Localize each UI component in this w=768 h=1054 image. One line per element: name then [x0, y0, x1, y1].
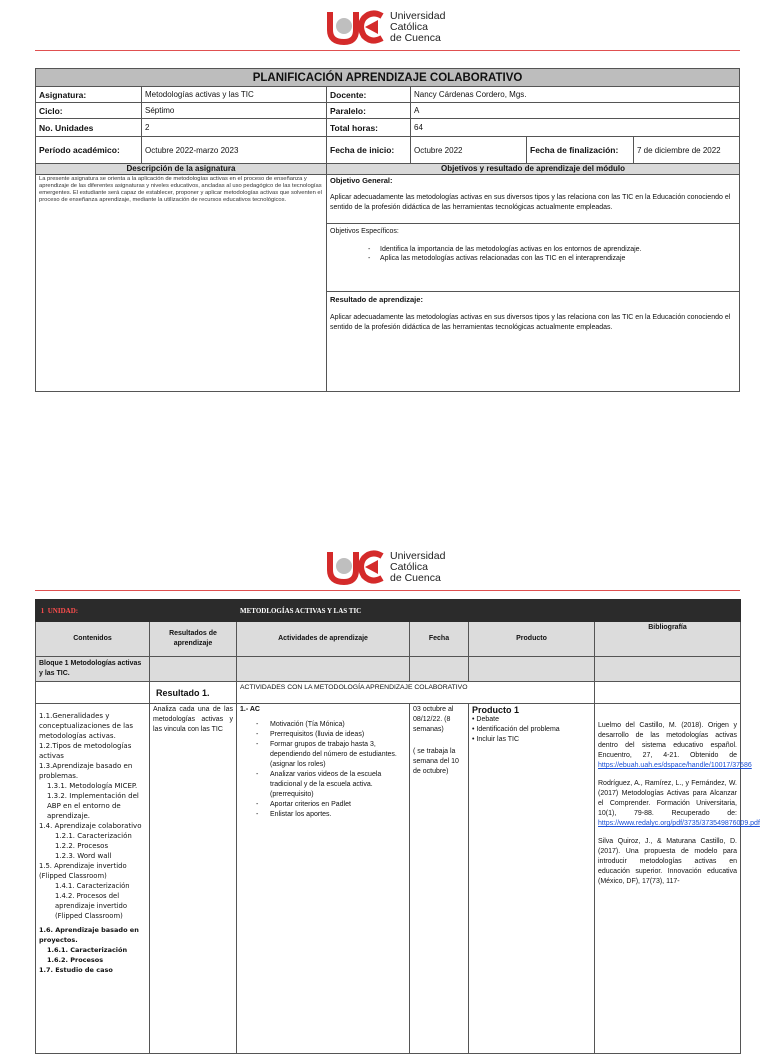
logo-line-2: Católica	[390, 20, 428, 33]
unit-empty-cell	[595, 600, 741, 622]
objetivos-cell	[327, 175, 740, 392]
header-actividades: Actividades de aprendizaje	[237, 622, 410, 657]
objetivos-header: Objetivos y resultado de aprendizaje del módulo	[327, 164, 740, 175]
ucacue-logo-icon	[326, 8, 386, 46]
fecha-cell	[410, 704, 469, 1054]
contenido-item: 1.3.Aprendizaje basado en problemas.	[39, 762, 133, 780]
bibliografia-text: Silva Quiroz, J., & Maturana Castillo, D. (2017). Una propuesta de modelo para introducir metodologías activas en educación superior. Innovación educativa (México, DF), 17(73), 117-	[598, 838, 737, 885]
contenido-item: 1.6.2. Procesos	[47, 956, 104, 964]
contenido-item: 1.4. Aprendizaje colaborativo	[39, 822, 142, 830]
contenido-item: 1.1.Generalidades y conceptualizaciones de las metodologías activas.	[39, 712, 134, 740]
producto-cell	[469, 704, 595, 1054]
contenido-item: 1.7. Estudio de caso	[39, 966, 113, 974]
contenidos-cell	[36, 704, 150, 1054]
contenido-item: 1.6. Aprendizaje basado en proyectos.	[39, 926, 139, 944]
header-resultados: Resultados de aprendizaje	[150, 622, 237, 657]
contenido-item: 1.3.2. Implementación del ABP en el entorno de aprendizaje.	[47, 792, 139, 820]
ciclo-value: Séptimo	[142, 103, 327, 119]
bibliografia-entry	[598, 837, 737, 887]
bibliografia-link[interactable]: https://ebuah.uah.es/dspace/handle/10017/37586	[598, 762, 752, 769]
actividad-item: - Enlistar los aportes.	[240, 810, 406, 820]
producto-title: Producto 1	[472, 705, 520, 715]
fin-value: 7 de diciembre de 2022	[634, 137, 740, 164]
logo-line-3: de Cuenca	[390, 571, 441, 584]
fecha-rango: 03 octubre al 08/12/22. (8 semanas)	[413, 706, 454, 733]
contenido-item: 1.6.1. Caracterización	[47, 946, 128, 954]
contenido-item: 1.5. Aprendizaje invertido (Flipped Classroom)	[39, 862, 127, 880]
contenido-item: 1.3.1. Metodología MICEP.	[47, 782, 138, 790]
producto-item: • Debate	[472, 716, 499, 723]
periodo-label: Período académico:	[36, 137, 142, 164]
bibliografia-entry	[598, 779, 760, 829]
unit-title: METODLOGÍAS ACTIVAS Y LAS TIC	[237, 600, 595, 622]
actividad-item: - Aportar criterios en Padlet	[240, 800, 406, 810]
contenido-item: 1.4.2. Procesos del aprendizaje invertido (Flipped Classroom)	[55, 892, 128, 920]
inicio-value: Octubre 2022	[411, 137, 527, 164]
inicio-label: Fecha de inicio:	[327, 137, 411, 164]
asignatura-value: Metodologías activas y las TIC	[142, 87, 327, 103]
unidades-label: No. Unidades	[36, 119, 142, 137]
bibliografia-cell	[595, 704, 760, 1054]
logo-line-3: de Cuenca	[390, 31, 441, 44]
ac-label: 1.- AC	[240, 706, 260, 713]
unit-label: UNIDAD:	[47, 606, 79, 615]
header-contenidos: Contenidos	[36, 622, 150, 657]
actividad-item: - Analizar varios videos de la escuela tradicional y de la escuela activa. (prerrequisito)	[240, 770, 406, 800]
actividades-cell	[237, 704, 410, 1054]
objetivo-especifico-item: - Identifica la importancia de las metodologías activas en los entornos de aprendizaje.	[368, 245, 736, 254]
asignatura-label: Asignatura:	[36, 87, 142, 103]
resultado-text: Analiza cada una de las metodologías activas y las vincula con las TIC	[150, 704, 237, 1054]
objetivos-especificos-list	[368, 245, 736, 263]
planning-title: PLANIFICACIÓN APRENDIZAJE COLABORATIVO	[36, 69, 740, 87]
fin-label: Fecha de finalización:	[527, 137, 634, 164]
contenido-item: 1.2.3. Word wall	[55, 852, 112, 860]
horas-label: Total horas:	[327, 119, 411, 137]
ucacue-logo-icon	[326, 548, 386, 586]
logo-line-1: Universidad	[390, 9, 446, 22]
actividades-heading: ACTIVIDADES CON LA METODOLOGÍA APRENDIZAJE COLABORATIVO	[237, 682, 595, 704]
resultado-label: Resultado de aprendizaje:	[330, 295, 423, 304]
descripcion-text: La presente asignatura se orienta a la aplicación de metodologías activas en el proceso de enseñanza y aprendizaje de las diferentes asignaturas y niveles educativos, ancladas al uso pedagógico de las tecnologías emergentes. El estudiante será capaz de establecer, proponer y aplicar metodologías activas que solventen el proceso de enseñanza aprendizaje, mediante la utilización de recursos educativos tecnológicos.	[36, 175, 327, 392]
header-divider	[35, 50, 740, 51]
contenido-item: 1.4.1. Caracterización	[55, 882, 130, 890]
header-divider	[35, 590, 740, 591]
header-producto: Producto	[469, 622, 595, 657]
header-fecha: Fecha	[410, 622, 469, 657]
actividad-item: - Formar grupos de trabajo hasta 3, dependiendo del número de estudiantes. (asignar los roles)	[240, 740, 406, 770]
producto-item: • Identificación del problema	[472, 726, 560, 733]
logo-line-2: Católica	[390, 560, 428, 573]
unit-number: 1	[40, 606, 45, 615]
actividad-item: - Prerrequisitos (lluvia de ideas)	[240, 730, 406, 740]
planning-table	[35, 68, 740, 392]
bibliografia-entry	[598, 721, 752, 771]
university-logo-bottom	[326, 548, 445, 586]
contenido-item: 1.2.2. Procesos	[55, 842, 109, 850]
actividad-item: - Motivación (Tía Mónica)	[240, 720, 406, 730]
bibliografia-link[interactable]: https://www.redalyc.org/pdf/3735/373549876009.pdf	[598, 820, 760, 827]
unit-table	[35, 599, 760, 1054]
unidades-value: 2	[142, 119, 327, 137]
objetivo-general-label: Objetivo General:	[330, 176, 393, 185]
docente-label: Docente:	[327, 87, 411, 103]
resultado-text: Aplicar adecuadamente las metodologías activas en sus diversos tipos y las relaciona con las TIC en la Educación conociendo el sentido de la profesión didáctica de las herramientas tecnológicas actualmente empleadas.	[330, 314, 731, 331]
unit-number-cell	[36, 600, 237, 622]
productos-list	[472, 715, 591, 745]
producto-item: • Incluir las TIC	[472, 736, 520, 743]
bloque-title: Bloque 1 Metodologías activas y las TIC.	[36, 657, 150, 682]
fecha-nota: ( se trabaja la semana del 10 de octubre)	[413, 748, 459, 775]
contenido-item: 1.2.1. Caracterización	[55, 832, 132, 840]
paralelo-value: A	[411, 103, 740, 119]
periodo-value: Octubre 2022-marzo 2023	[142, 137, 327, 164]
horas-value: 64	[411, 119, 740, 137]
objetivo-especifico-item: - Aplica las metodologías activas relacionadas con las TIC en el interaprendizaje	[368, 254, 736, 263]
header-bibliografia: Bibliografía	[595, 622, 741, 657]
resultado-title: Resultado 1.	[150, 682, 237, 704]
objetivos-especificos-label: Objetivos Específicos:	[330, 228, 399, 235]
contenido-item: 1.2.Tipos de metodologías activas	[39, 742, 132, 760]
bibliografia-text: Rodríguez, A., Ramírez, L., y Fernández, W. (2017) Metodologías Activas para Alcanzar el Comprender. Formación Universitaria, 10(1), 79-88. Recuperado de:	[598, 780, 737, 817]
university-logo-top	[326, 8, 445, 46]
descripcion-header: Descripción de la asignatura	[36, 164, 327, 175]
logo-line-1: Universidad	[390, 549, 446, 562]
actividades-list	[240, 720, 406, 820]
paralelo-label: Paralelo:	[327, 103, 411, 119]
ciclo-label: Ciclo:	[36, 103, 142, 119]
bibliografia-text: Luelmo del Castillo, M. (2018). Origen y desarrollo de las metodologías activas dentro del sistema educativo español. Encuentro, 27, 4-21. Obtenido de	[598, 722, 737, 759]
objetivo-general-text: Aplicar adecuadamente las metodologías activas en sus diversos tipos y las relaciona con las TIC en la Educación conociendo el sentido de la profesión didáctica de las herramientas tecnológicas actualmente empleadas.	[330, 194, 731, 211]
docente-value: Nancy Cárdenas Cordero, Mgs.	[411, 87, 740, 103]
